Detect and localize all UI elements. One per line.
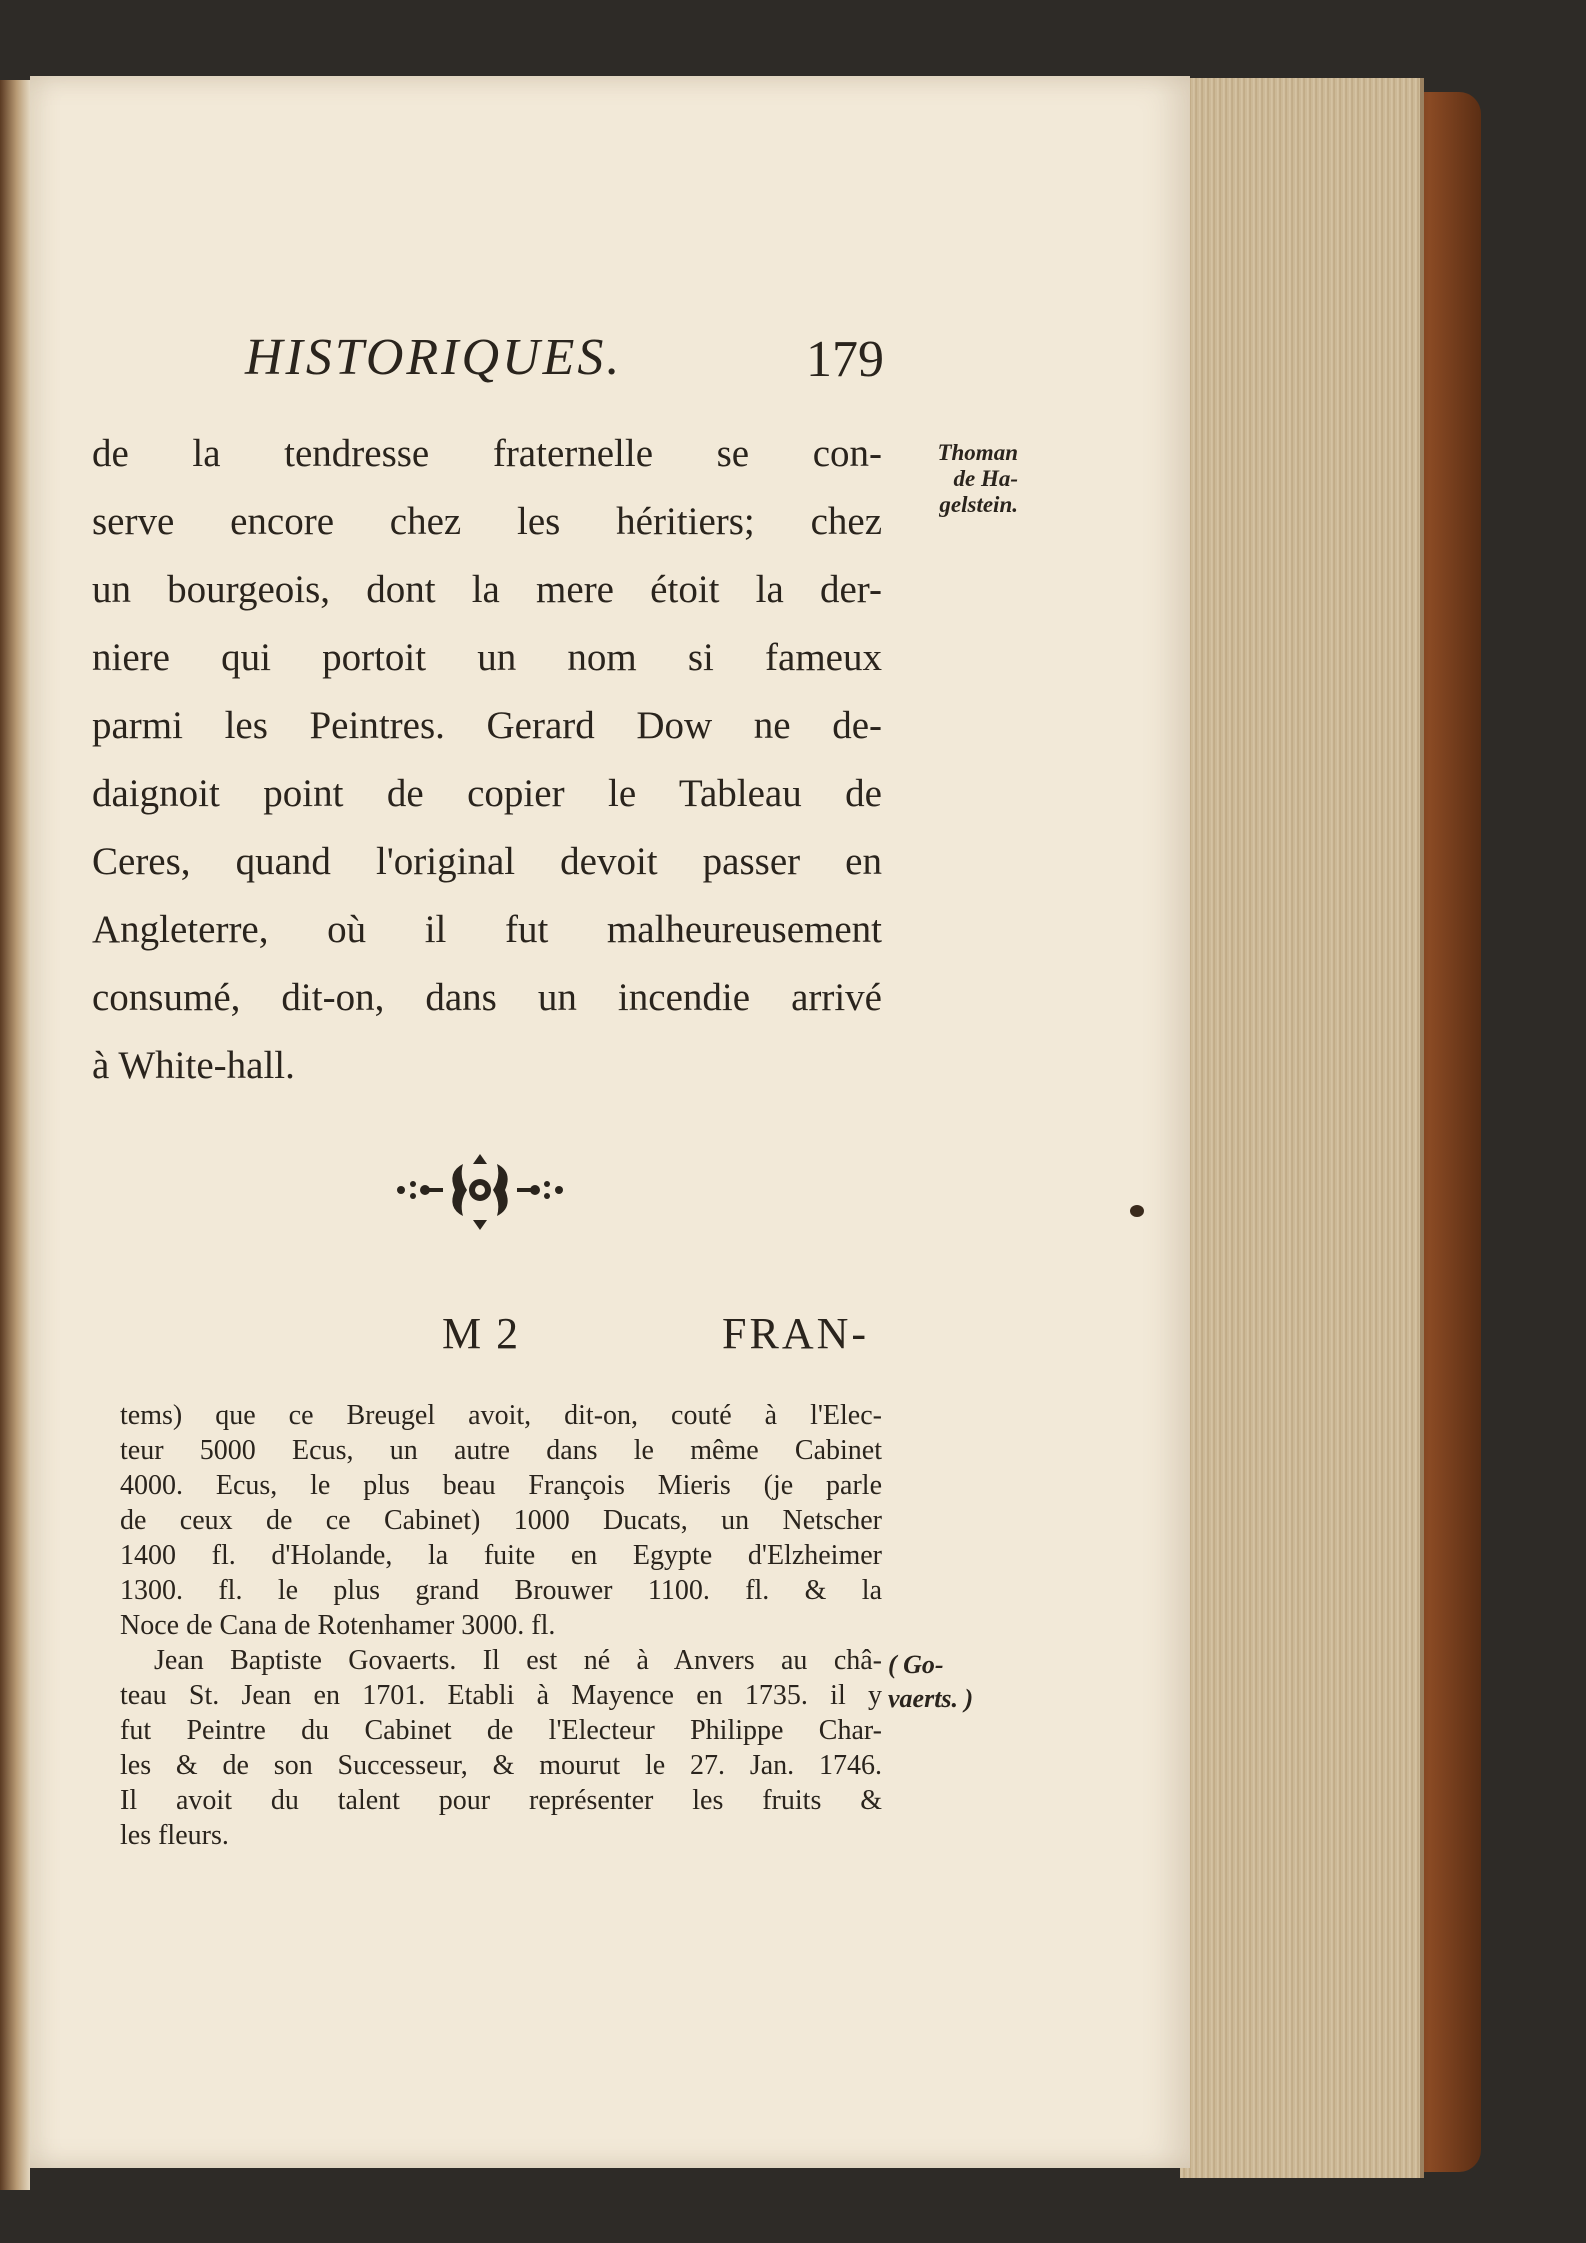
footnote-line: tems) que ce Breugel avoit, dit-on, couté à l'Elec- [120, 1400, 882, 1431]
text-line: parmi les Peintres. Gerard Dow ne de- [92, 704, 882, 747]
text-line: serve encore chez les héritiers; chez [92, 500, 882, 543]
footnote-line: 1300. fl. le plus grand Brouwer 1100. fl. & la [120, 1575, 882, 1606]
margin-note-line: de Ha- [953, 466, 1018, 491]
margin-note-line: ( Go- [888, 1650, 944, 1679]
margin-note-thoman [888, 440, 1018, 518]
footnote-line: Jean Baptiste Govaerts. Il est né à Anvers au châ- [154, 1645, 882, 1676]
ink-spot [1130, 1205, 1144, 1217]
text-line: daignoit point de copier le Tableau de [92, 772, 882, 815]
margin-note-line: vaerts. ) [888, 1684, 974, 1713]
text-line: Angleterre, où il fut malheureusement [92, 908, 882, 951]
margin-note-line: gelstein. [939, 492, 1018, 517]
margin-note-govaerts [888, 1648, 1018, 1716]
footnote-line: 1400 fl. d'Holande, la fuite en Egypte d'Elzheimer [120, 1540, 882, 1571]
book-page [30, 76, 1190, 2168]
page-block-edges [1180, 78, 1424, 2178]
footnote-line: les fleurs. [120, 1820, 229, 1851]
text-line: de la tendresse fraternelle se con- [92, 432, 882, 475]
text-line: à White-hall. [92, 1044, 295, 1087]
footnote-line: les & de son Successeur, & mourut le 27. Jan. 1746. [120, 1750, 882, 1781]
page-number: 179 [806, 331, 884, 388]
footnote-line: de ceux de ce Cabinet) 1000 Ducats, un Netscher [120, 1505, 882, 1536]
footnote-line: teau St. Jean en 1701. Etabli à Mayence en 1735. il y [120, 1680, 882, 1711]
main-text [92, 420, 882, 1100]
text-line: un bourgeois, dont la mere étoit la der- [92, 568, 882, 611]
text-line: consumé, dit-on, dans un incendie arrivé [92, 976, 882, 1019]
printer-ornament-icon [385, 1148, 575, 1238]
text-line: niere qui portoit un nom si fameux [92, 636, 882, 679]
footnote-line: fut Peintre du Cabinet de l'Electeur Philippe Char- [120, 1715, 882, 1746]
catchword: FRAN- [722, 1309, 870, 1358]
footnote-block [120, 1398, 882, 1853]
running-head: HISTORIQUES. [245, 329, 623, 386]
footnote-line: 4000. Ecus, le plus beau François Mieris (je parle [120, 1470, 882, 1501]
left-page-edge [0, 80, 30, 2190]
margin-note-line: Thoman [937, 440, 1018, 465]
footnote-line: teur 5000 Ecus, un autre dans le même Cabinet [120, 1435, 882, 1466]
text-line: Ceres, quand l'original devoit passer en [92, 840, 882, 883]
footnote-line: Noce de Cana de Rotenhamer 3000. fl. [120, 1610, 556, 1641]
signature-mark: M 2 [442, 1309, 521, 1358]
footnote-line: Il avoit du talent pour représenter les fruits & [120, 1785, 882, 1816]
